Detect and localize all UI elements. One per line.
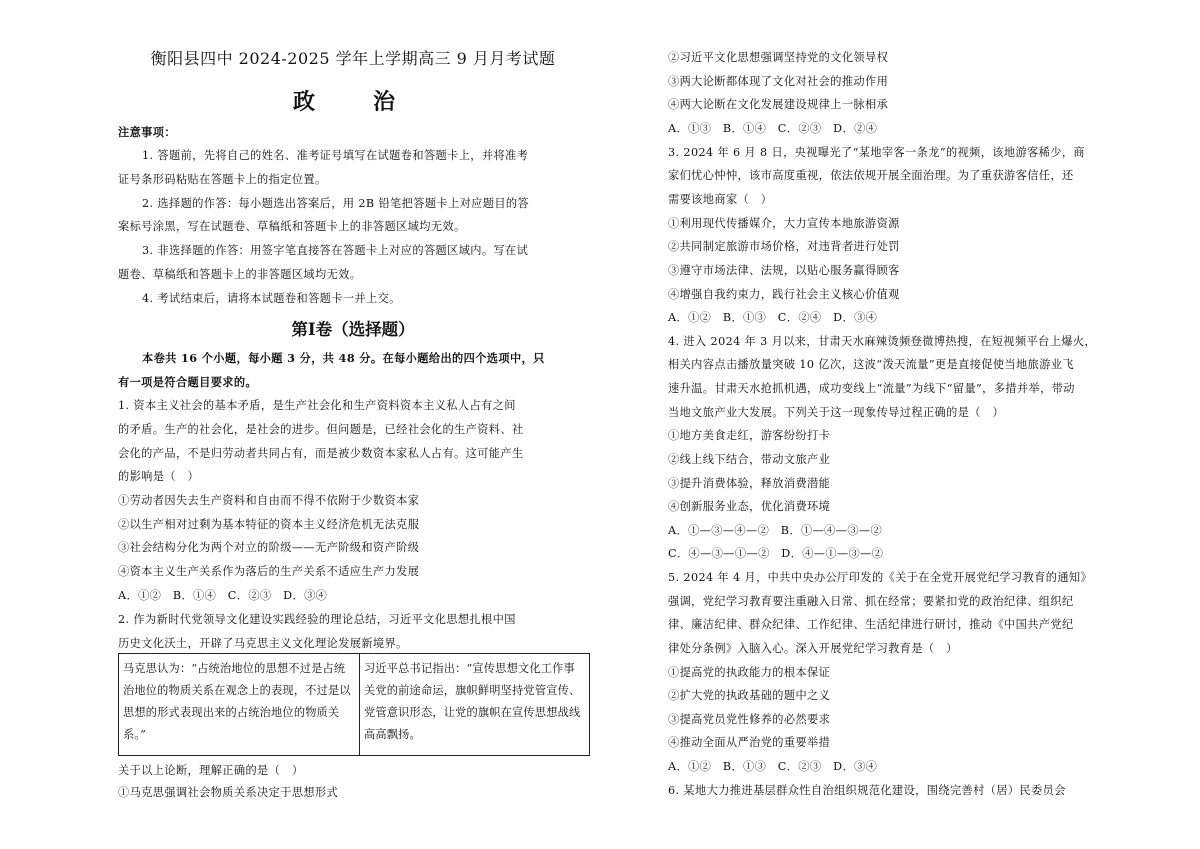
- answer-choices: C．④—③—①—② D．④—①—③—②: [668, 547, 884, 560]
- question-line: 的矛盾。生产的社会化，是社会的进步。但问题是，已经社会化的生产资料、社: [118, 423, 524, 436]
- option-line: ①地方美食走红，游客纷纷打卡: [668, 429, 831, 442]
- question-line: 强调，党纪学习教育要注重融入日常、抓在经常；要紧扣党的政治纪律、组织纪: [668, 595, 1074, 608]
- question-line: 家们忧心忡忡，该市高度重视，依法依规开展全面治理。为了重获游客信任，还: [668, 169, 1074, 182]
- option-line: ③提升消费体验，释放消费潜能: [668, 477, 831, 490]
- section-intro: 有一项是符合题目要求的。: [118, 375, 258, 389]
- notice-line: 2. 选择题的作答：每小题选出答案后，用 2B 铅笔把答题卡上对应题目的答: [142, 197, 530, 210]
- question-line: 5. 2024 年 4 月，中共中央办公厅印发的《关于在全党开展党纪学习教育的通知》: [668, 571, 1093, 584]
- question-line: 的影响是（ ）: [118, 470, 200, 483]
- notice-line: 4. 考试结束后，请将本试题卷和答题卡一并上交。: [142, 292, 401, 305]
- answer-choices: A．①—③—④—② B．①—④—③—②: [668, 524, 883, 537]
- question-line: 关于以上论断，理解正确的是（ ）: [118, 764, 304, 777]
- option-line: ③社会结构分化为两个对立的阶级——无产阶级和资产阶级: [118, 541, 420, 554]
- option-line: ③提高党员党性修养的必然要求: [668, 713, 831, 726]
- question-line: 4. 进入 2024 年 3 月以来，甘肃天水麻辣烫频登微博热搜，在短视频平台上爆火，: [668, 335, 1097, 348]
- option-line: ④两大论断在文化发展建设规律上一脉相承: [668, 98, 889, 111]
- question-line: 律处分条例》入脑入心。深入开展党纪学习教育是（ ）: [668, 642, 958, 655]
- answer-choices: A．①③ B．①④ C．②③ D．②④: [668, 122, 878, 135]
- question-line: 相关内容点击播放量突破 10 亿次，这波“泼天流量”更是直接促使当地旅游业飞: [668, 358, 1074, 371]
- question-line: 速升温。甘肃天水抢抓机遇，成功变线上“流量”为线下“留量”，多措并举，带动: [668, 382, 1075, 395]
- option-line: ①提高党的执政能力的根本保证: [668, 666, 831, 679]
- subject-title: 政 治: [292, 89, 413, 115]
- notice-line: 证号条形码粘贴在答题卡上的指定位置。: [118, 173, 327, 186]
- notice-line: 案标号涂黑，写在试题卷、草稿纸和答题卡上的非答题区域均无效。: [118, 220, 466, 233]
- question-line: 2. 作为新时代党领导文化建设实践经验的理论总结，习近平文化思想扎根中国: [118, 613, 516, 626]
- question-line: 当地文旅产业大发展。下列关于这一现象传导过程正确的是（ ）: [668, 406, 1005, 419]
- question-line: 会化的产品，不是归劳动者共同占有，而是被少数资本家私人占有。这可能产生: [118, 447, 524, 460]
- answer-choices: A．①② B．①③ C．②③ D．③④: [668, 760, 878, 773]
- question-line: 需要该地商家（ ）: [668, 193, 773, 206]
- notice-line: 1. 答题前，先将自己的姓名、准考证号填写在试题卷和答题卡上，并将准考: [142, 149, 529, 162]
- option-line: ④资本主义生产关系作为落后的生产关系不适应生产力发展: [118, 565, 420, 578]
- quote-table: [118, 653, 590, 756]
- exam-title: 衡阳县四中 2024-2025 学年上学期高三 9 月月考试题: [150, 49, 556, 68]
- quote-xi: 习近平总书记指出：“宣传思想文化工作事关党的前途命运，旗帜鲜明坚持党管宣传、党管意识形态，让党的旗帜在宣传思想战线高高飘扬。: [359, 654, 589, 755]
- question-line: 历史文化沃土，开辟了马克思主义文化理论发展新境界。: [118, 637, 408, 650]
- section-intro: 本卷共 16 个小题，每小题 3 分，共 48 分。在每小题给出的四个选项中，只: [142, 351, 545, 365]
- option-line: ①劳动者因失去生产资料和自由而不得不依附于少数资本家: [118, 494, 420, 507]
- option-line: ④创新服务业态，优化消费环境: [668, 500, 831, 513]
- quote-marx: 马克思认为：“占统治地位的思想不过是占统治地位的物质关系在观念上的表现，不过是以思想的形式表现出来的占统治地位的物质关系。”: [123, 662, 351, 741]
- answer-choices: A．①② B．①④ C．②③ D．③④: [118, 589, 328, 602]
- notice-line: 题卷、草稿纸和答题卡上的非答题区域均无效。: [118, 268, 362, 281]
- option-line: ①利用现代传播媒介，大力宣传本地旅游资源: [668, 217, 900, 230]
- option-line: ②以生产相对过剩为基本特征的资本主义经济危机无法克服: [118, 518, 420, 531]
- option-line: ④增强自我约束力，践行社会主义核心价值观: [668, 288, 900, 301]
- answer-choices: A．①② B．①③ C．②④ D．③④: [668, 311, 878, 324]
- option-line: ②习近平文化思想强调坚持党的文化领导权: [668, 51, 889, 64]
- question-line: 律、廉洁纪律、群众纪律、工作纪律、生活纪律进行研讨，推动《中国共产党纪: [668, 618, 1074, 631]
- notice-heading: 注意事项：: [118, 125, 176, 139]
- option-line: ①马克思强调社会物质关系决定于思想形式: [118, 786, 339, 799]
- section-title: 第Ⅰ卷（选择题）: [291, 320, 415, 339]
- question-line: 3. 2024 年 6 月 8 日，央视曝光了“某地宰客一条龙”的视频，该地游客稀少，商: [668, 146, 1086, 159]
- question-line: 1. 资本主义社会的基本矛盾，是生产社会化和生产资料资本主义私人占有之间: [118, 399, 516, 412]
- notice-line: 3. 非选择题的作答：用签字笔直接答在答题卡上对应的答题区域内。写在试: [142, 244, 529, 257]
- option-line: ②扩大党的执政基础的题中之义: [668, 689, 831, 702]
- option-line: ②共同制定旅游市场价格，对违背者进行处罚: [668, 240, 900, 253]
- option-line: ②线上线下结合，带动文旅产业: [668, 453, 831, 466]
- option-line: ③遵守市场法律、法规，以贴心服务赢得顾客: [668, 264, 900, 277]
- question-line: 6. 某地大力推进基层群众性自治组织规范化建设，围绕完善村（居）民委员会: [668, 784, 1066, 797]
- option-line: ④推动全面从严治党的重要举措: [668, 736, 831, 749]
- option-line: ③两大论断都体现了文化对社会的推动作用: [668, 75, 889, 88]
